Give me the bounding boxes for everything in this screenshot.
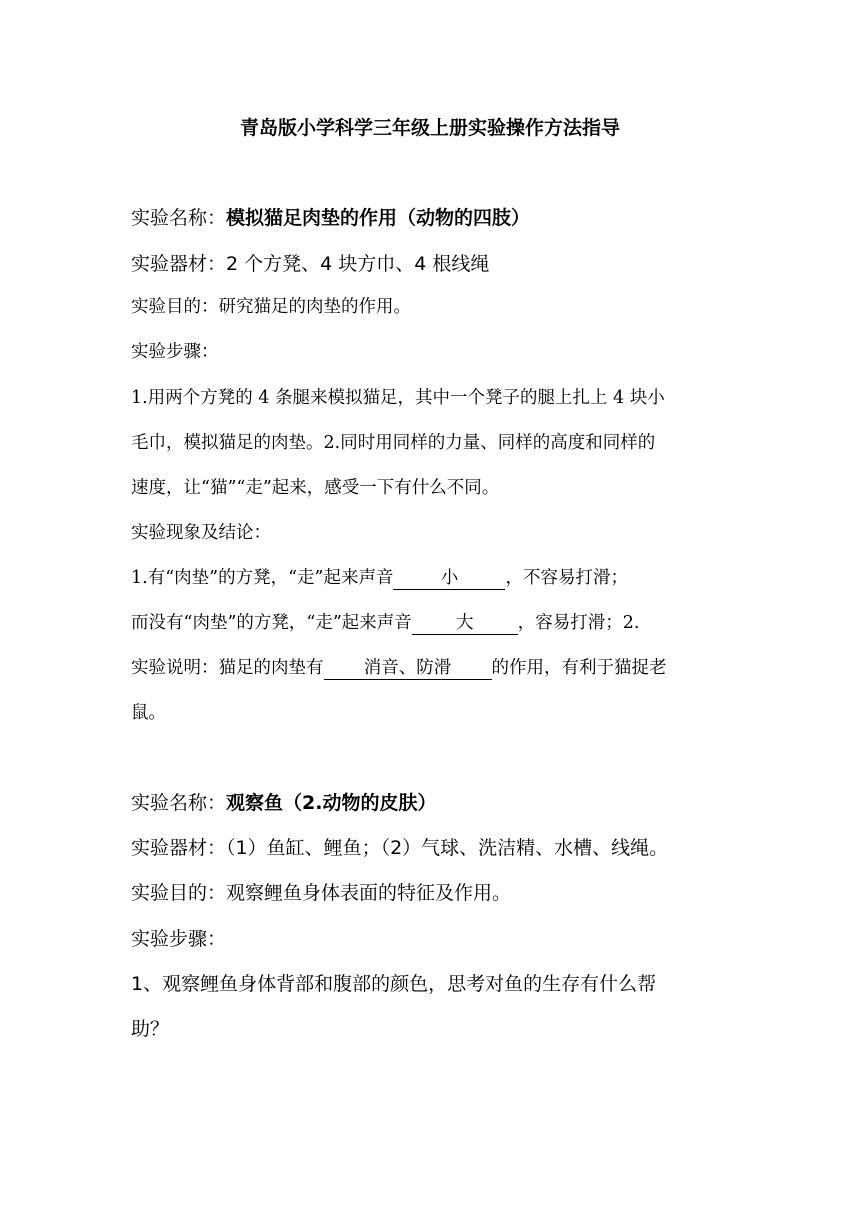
exp1-name-value: 模拟猫足肉垫的作用（动物的四肢） <box>226 207 531 229</box>
exp1-conclusion-line-4: 鼠。 <box>131 703 166 723</box>
exp2-step-1-line-1: 1、观察鲤鱼身体背部和腹部的颜色，思考对鱼的生存有什么帮 <box>131 973 657 995</box>
exp1-equipment: 实验器材：2 个方凳、4 块方巾、4 根线绳 <box>131 253 490 275</box>
exp1-c2-post: ，容易打滑；2. <box>517 613 640 633</box>
exp2-name-value: 观察鱼（2.动物的皮肤） <box>226 792 437 814</box>
exp2-name-label: 实验名称： <box>131 792 227 814</box>
exp1-c3-post: 的作用，有利于猫捉老 <box>491 658 667 678</box>
exp1-blank-function: 消音、防滑 <box>324 657 492 680</box>
exp1-purpose: 实验目的：研究猫足的肉垫的作用。 <box>131 297 411 317</box>
exp1-conclusion-line-1 <box>131 564 628 592</box>
exp2-steps-label: 实验步骤： <box>131 928 227 950</box>
exp1-conclusion-line-3 <box>131 654 667 682</box>
exp1-conclusion-label: 实验现象及结论： <box>131 523 271 543</box>
exp1-step-line-3: 速度，让“猫”“走”起来，感受一下有什么不同。 <box>131 478 500 498</box>
exp1-blank-large: 大 <box>412 612 518 635</box>
exp2-equipment: 实验器材：（1）鱼缸、鲤鱼；（2）气球、洗洁精、水槽、线绳。 <box>131 837 669 859</box>
exp1-c1-text: 1.有“肉垫”的方凳，“走”起来声音 <box>131 568 394 588</box>
exp1-step-line-2: 毛巾，模拟猫足的肉垫。2.同时用同样的力量、同样的高度和同样的 <box>131 433 656 453</box>
exp1-c1-post: ，不容易打滑； <box>505 568 628 588</box>
exp1-c2-text: 而没有“肉垫”的方凳，“走”起来声音 <box>131 613 412 633</box>
exp1-steps-label: 实验步骤： <box>131 342 219 362</box>
exp1-name-label: 实验名称： <box>131 207 227 229</box>
exp2-name-line <box>131 788 436 818</box>
exp1-c3-text: 实验说明：猫足的肉垫有 <box>131 658 324 678</box>
document-title: 青岛版小学科学三年级上册实验操作方法指导 <box>239 117 620 139</box>
exp1-name-line <box>131 203 530 233</box>
exp1-blank-small: 小 <box>393 567 505 590</box>
exp1-step-line-1: 1.用两个方凳的 4 条腿来模拟猫足，其中一个凳子的腿上扎上 4 块小 <box>131 388 665 408</box>
exp2-step-1-line-2: 助？ <box>131 1018 170 1040</box>
exp2-purpose: 实验目的：观察鲤鱼身体表面的特征及作用。 <box>131 882 512 904</box>
exp1-conclusion-line-2 <box>131 609 640 637</box>
